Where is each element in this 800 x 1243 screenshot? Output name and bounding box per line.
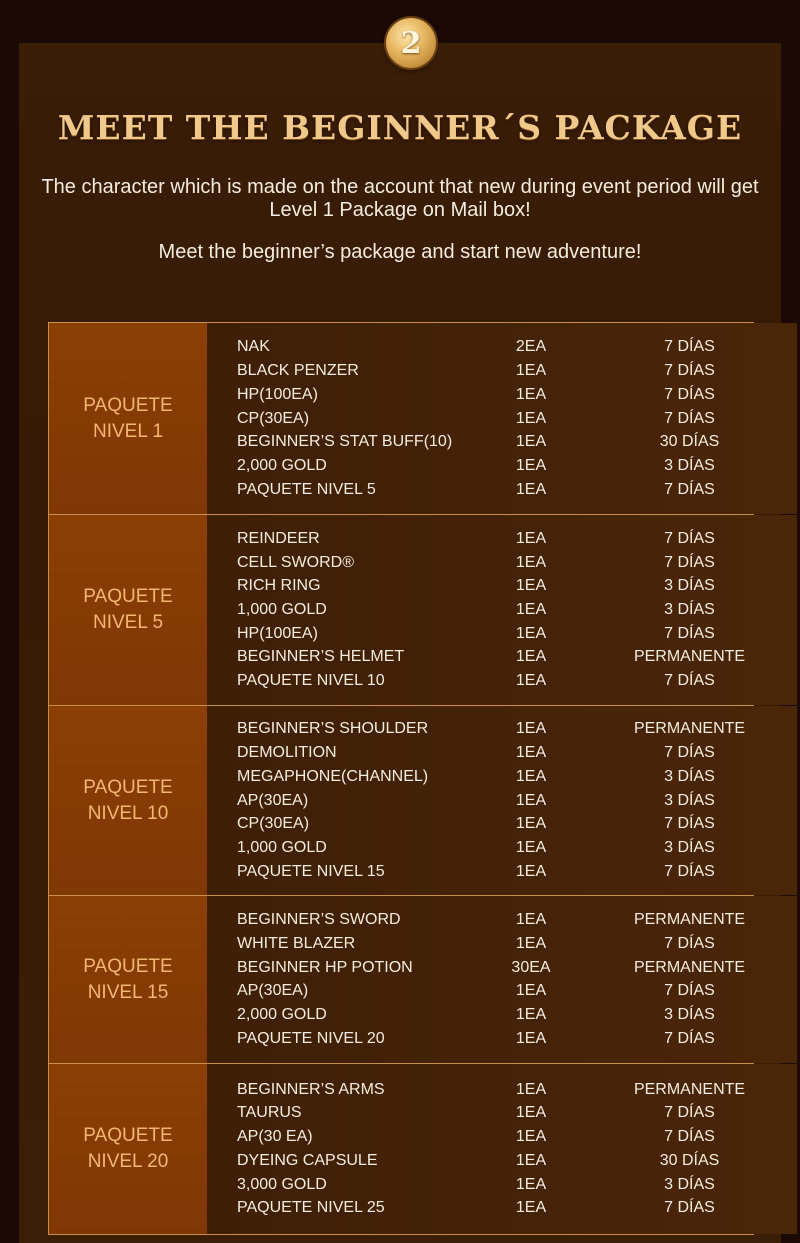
package-items [207,706,797,895]
item-quantity: 1EA [515,838,547,856]
item-quantity: 1EA [515,529,547,547]
package-item-row [237,1196,797,1220]
item-name: AP(30EA) [237,982,309,1000]
item-duration: 7 DÍAS [664,815,715,833]
package-label-line1: PAQUETE [83,1125,173,1146]
item-duration: 30 DÍAS [659,1151,720,1169]
item-quantity: 1EA [515,1104,547,1122]
item-name: REINDEER [237,529,320,547]
item-duration: 7 DÍAS [664,338,715,356]
package-item-row [237,1125,797,1149]
package-item-row [237,956,797,980]
item-duration: 7 DÍAS [664,409,715,427]
item-duration: 7 DÍAS [664,744,715,762]
intro-subtext: Meet the beginner’s package and start new adventure! [158,241,642,263]
package-items [207,515,797,705]
item-name: BEGINNER’S ARMS [237,1080,385,1098]
item-name: BEGINNER’S STAT BUFF(10) [237,433,453,451]
item-name: AP(30EA) [237,791,309,809]
package-item-row [237,1102,797,1126]
item-quantity: 1EA [515,1199,547,1217]
item-duration: 3 DÍAS [664,456,715,474]
item-quantity: 1EA [515,1006,547,1024]
package-group [49,323,753,515]
item-name: HP(100EA) [237,385,318,403]
item-name: BEGINNER’S SWORD [237,911,401,929]
package-item-row [237,932,797,956]
package-item-row [237,336,797,360]
package-item-row [237,836,797,860]
item-name: 2,000 GOLD [237,1006,327,1024]
item-name: 2,000 GOLD [237,456,327,474]
intro-text: The character which is made on the account that new during event period will get Level 1 Package on Mail box! [41,176,759,221]
item-name: PAQUETE NIVEL 10 [237,672,385,690]
item-duration: 3 DÍAS [664,1006,715,1024]
item-duration: 3 DÍAS [664,791,715,809]
item-duration: 7 DÍAS [664,362,715,380]
item-duration: 3 DÍAS [664,577,715,595]
item-quantity: 1EA [515,456,547,474]
package-item-row [237,980,797,1004]
package-item-row [237,908,797,932]
package-item-row [237,646,797,670]
item-name: MEGAPHONE(CHANNEL) [237,767,429,785]
item-duration: 7 DÍAS [664,1199,715,1217]
package-item-row [237,789,797,813]
item-duration: 7 DÍAS [664,672,715,690]
package-label-line1: PAQUETE [83,394,173,416]
package-item-row [237,812,797,836]
package-item-row [237,551,797,575]
item-name: BEGINNER’S HELMET [237,648,405,666]
item-quantity: 1EA [515,1080,547,1098]
item-duration: 3 DÍAS [664,1175,715,1193]
package-label-line2: NIVEL 5 [92,612,164,633]
item-quantity: 1EA [515,409,547,427]
item-name: DEMOLITION [237,744,337,762]
package-label-line2: NIVEL 1 [92,420,164,442]
item-name: AP(30 EA) [237,1128,313,1146]
package-group [49,515,753,706]
page-title: MEET THE BEGINNER´S PACKAGE [57,108,743,147]
package-group [49,1064,753,1235]
package-label-line1: PAQUETE [83,776,173,798]
item-duration: 7 DÍAS [664,982,715,1000]
item-name: PAQUETE NIVEL 5 [237,480,376,498]
package-items [207,323,797,514]
package-items [207,1064,797,1234]
package-group [49,706,753,896]
item-name: CP(30EA) [237,815,310,833]
package-item-row [237,622,797,646]
item-quantity: 1EA [515,982,547,1000]
package-item-row [237,860,797,884]
package-item-row [237,598,797,622]
item-quantity: 2EA [515,338,547,356]
item-duration: 7 DÍAS [664,553,715,571]
package-item-row [237,741,797,765]
package-item-row [237,1003,797,1027]
package-item-row [237,1027,797,1051]
package-label [49,1064,207,1234]
item-name: CELL SWORD® [237,553,354,571]
item-quantity: 1EA [515,744,547,762]
item-quantity: 1EA [515,1175,547,1193]
package-items [207,896,797,1063]
item-name: TAURUS [237,1104,302,1122]
item-name: NAK [237,338,270,356]
item-quantity: 1EA [515,480,547,498]
item-duration: 7 DÍAS [664,480,715,498]
item-quantity: 1EA [515,1029,547,1047]
step-number-badge [386,18,436,68]
item-name: CP(30EA) [237,409,310,427]
item-quantity: 1EA [515,648,547,666]
package-label-line2: NIVEL 10 [87,802,169,824]
item-duration: 7 DÍAS [664,1128,715,1146]
package-item-row [237,1149,797,1173]
item-quantity: 30EA [511,958,551,976]
package-label-line2: NIVEL 15 [87,981,169,1003]
item-quantity: 1EA [515,815,547,833]
item-duration: 7 DÍAS [664,385,715,403]
package-item-row [237,454,797,478]
item-name: 1,000 GOLD [237,601,327,618]
item-duration: PERMANENTE [633,958,746,976]
item-quantity: 1EA [515,911,547,929]
item-quantity: 1EA [515,433,547,451]
item-duration: 3 DÍAS [664,767,715,785]
package-item-row [237,718,797,742]
item-quantity: 1EA [515,553,547,571]
package-item-row [237,383,797,407]
package-item-row [237,478,797,502]
item-duration: 7 DÍAS [664,1104,715,1122]
item-duration: 7 DÍAS [664,529,715,547]
item-name: DYEING CAPSULE [237,1151,378,1169]
item-duration: PERMANENTE [633,720,746,738]
item-duration: PERMANENTE [633,911,746,929]
package-item-row [237,574,797,598]
item-duration: 7 DÍAS [664,862,715,880]
package-label-line2: NIVEL 20 [87,1151,169,1172]
package-item-row [237,1173,797,1197]
item-duration: 7 DÍAS [664,934,715,952]
item-duration: PERMANENTE [633,648,746,666]
item-name: BEGINNER HP POTION [237,958,413,976]
package-table [48,322,754,1235]
item-duration: 3 DÍAS [664,601,715,618]
package-label [49,706,207,895]
item-name: PAQUETE NIVEL 15 [237,862,385,880]
package-item-row [237,765,797,789]
item-quantity: 1EA [515,1151,547,1169]
item-name: 3,000 GOLD [237,1175,327,1193]
item-quantity: 1EA [515,362,547,380]
package-label [49,896,207,1063]
item-duration: 3 DÍAS [664,838,715,856]
item-quantity: 1EA [515,385,547,403]
item-name: PAQUETE NIVEL 20 [237,1029,385,1047]
item-quantity: 1EA [515,767,547,785]
item-name: WHITE BLAZER [237,934,356,952]
item-quantity: 1EA [515,601,547,618]
item-name: PAQUETE NIVEL 25 [237,1199,385,1217]
item-duration: 30 DÍAS [659,433,720,451]
package-label [49,323,207,514]
item-quantity: 1EA [515,934,547,952]
item-quantity: 1EA [515,672,547,690]
package-item-row [237,1078,797,1102]
item-duration: 7 DÍAS [664,624,715,642]
item-name: BLACK PENZER [237,362,359,380]
package-item-row [237,359,797,383]
step-number: 2 [400,25,422,61]
package-label [49,515,207,705]
package-item-row [237,430,797,454]
package-item-row [237,407,797,431]
item-name: RICH RING [237,577,321,595]
item-quantity: 1EA [515,624,547,642]
item-quantity: 1EA [515,791,547,809]
item-name: HP(100EA) [237,624,318,642]
item-quantity: 1EA [515,862,547,880]
item-quantity: 1EA [515,577,547,595]
package-item-row [237,527,797,551]
item-quantity: 1EA [515,720,547,738]
package-item-row [237,669,797,693]
package-group [49,896,753,1064]
item-quantity: 1EA [515,1128,547,1146]
item-name: 1,000 GOLD [237,838,327,856]
package-label-line1: PAQUETE [83,586,173,607]
package-label-line1: PAQUETE [83,955,173,977]
item-duration: 7 DÍAS [664,1029,715,1047]
item-name: BEGINNER’S SHOULDER [237,720,429,738]
item-duration: PERMANENTE [633,1080,746,1098]
